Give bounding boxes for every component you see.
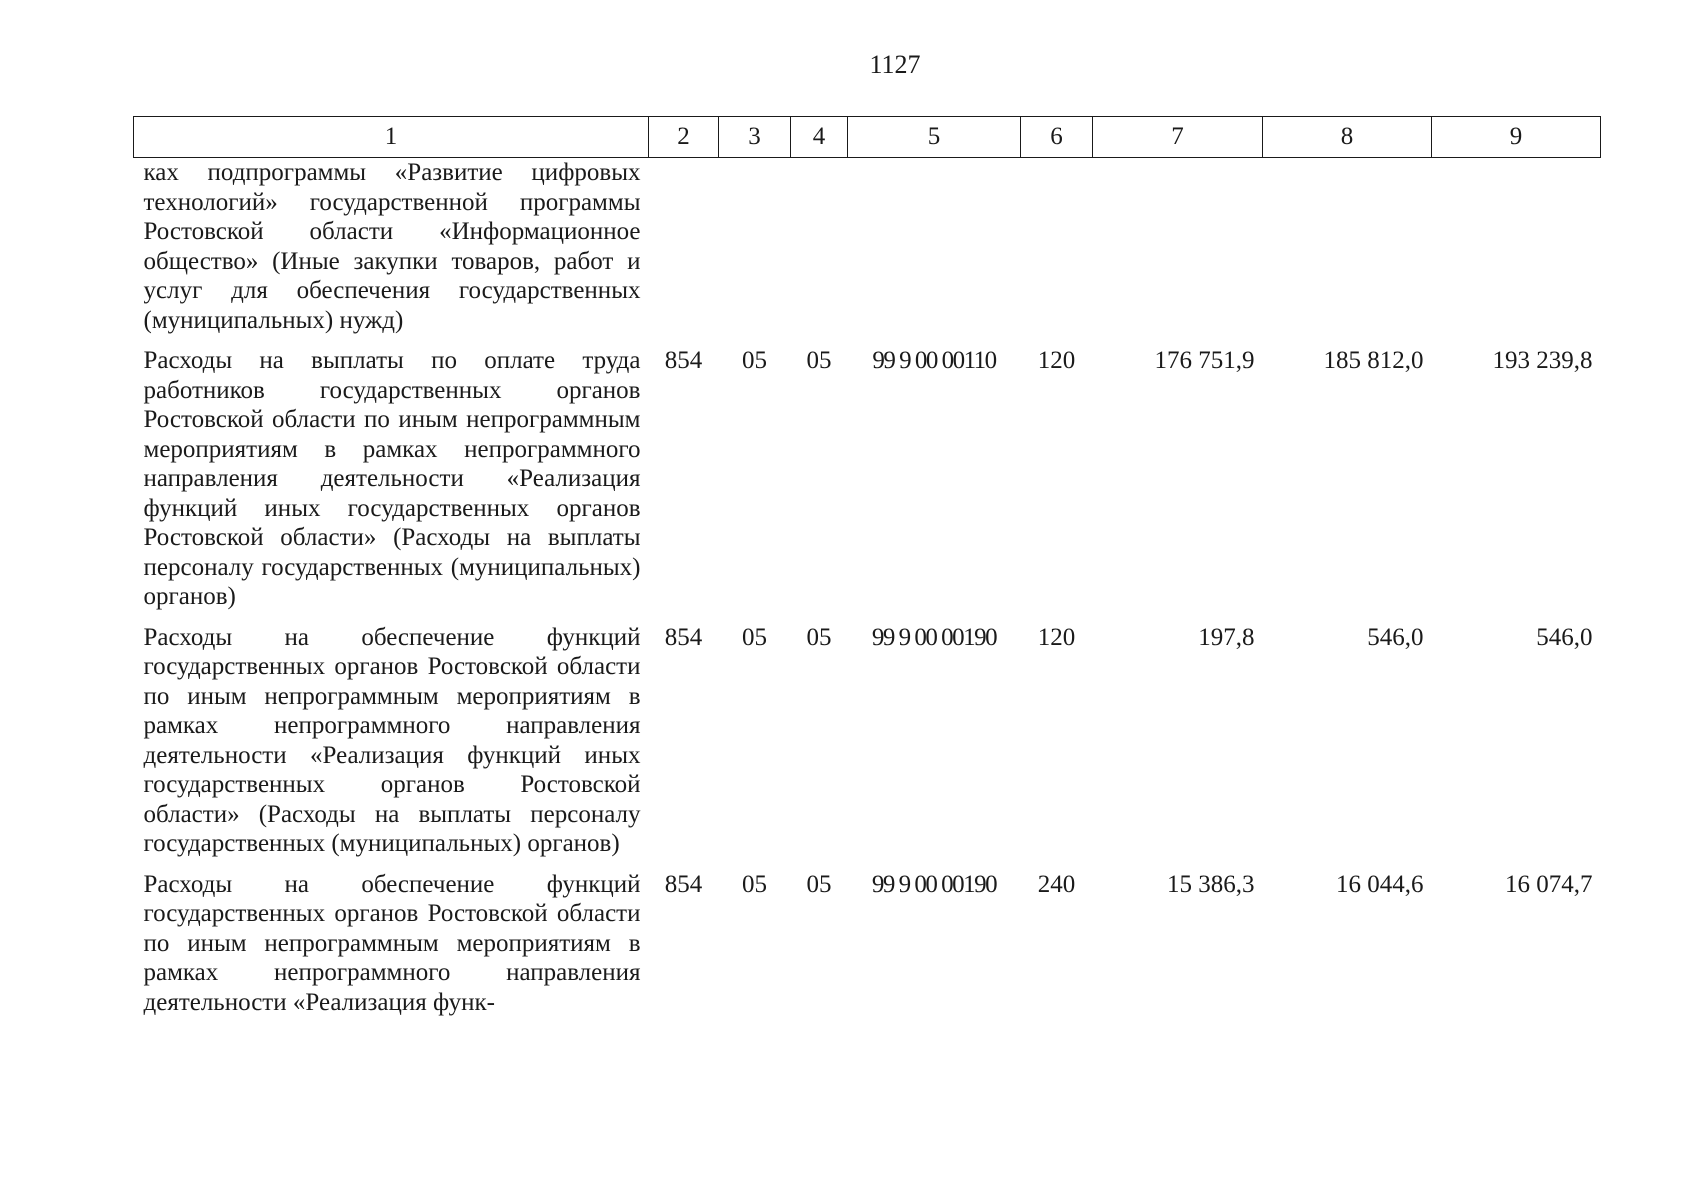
header-row	[134, 117, 1601, 158]
table-row	[134, 158, 1601, 347]
row-value-7: 197,8	[1198, 623, 1255, 651]
budget-table	[133, 116, 1601, 1028]
table-body	[134, 158, 1601, 1029]
row-value-9	[1432, 158, 1601, 347]
row-value-7: 15 386,3	[1167, 870, 1255, 898]
header-cell-5: 5	[848, 117, 1021, 158]
header-cell-2: 2	[649, 117, 719, 158]
row-section-code: 05	[742, 347, 767, 374]
row-value-9: 16 074,7	[1505, 870, 1593, 898]
row-value-8: 185 812,0	[1323, 347, 1424, 374]
row-subsection-code: 05	[806, 347, 832, 374]
row-description: ках подпрограммы «Развитие цифровых технологий» государственной программы Ростовской области «Информационное общество» (Иные закупки товаров, работ и услуг для обеспечения государственных (муниципальных) нужд)	[143, 159, 641, 334]
row-target-code: 99 9 00 00190	[871, 870, 997, 898]
row-section-code: 05	[742, 623, 767, 651]
header-cell-8: 8	[1263, 117, 1432, 158]
table-row	[134, 346, 1601, 623]
row-ministry-code: 854	[664, 870, 703, 898]
header-cell-4: 4	[791, 117, 848, 158]
row-expense-type: 240	[1037, 870, 1076, 898]
row-expense-type: 120	[1037, 347, 1076, 374]
row-value-8	[1263, 158, 1432, 347]
row-target-code	[848, 158, 1021, 347]
row-expense-type	[1021, 158, 1093, 347]
row-section-code	[719, 158, 791, 347]
row-ministry-code: 854	[664, 623, 703, 651]
header-cell-6: 6	[1021, 117, 1093, 158]
row-section-code: 05	[742, 870, 767, 898]
header-cell-1: 1	[134, 117, 649, 158]
row-value-7	[1093, 158, 1263, 347]
row-subsection-code: 05	[806, 623, 832, 651]
row-subsection-code: 05	[806, 870, 832, 898]
header-cell-3: 3	[719, 117, 791, 158]
row-value-9: 193 239,8	[1492, 347, 1593, 374]
row-subsection-code	[791, 158, 848, 347]
row-description: Расходы на выплаты по оплате труда работников государственных органов Ростовской области по иным непрограммным мероприятиям в рамках непрограммного направления деятельности «Реализация функций иных государственных органов Ростовской области» (Расходы на выплаты персоналу государственных (муниципальных) органов)	[143, 347, 641, 610]
header-cell-9: 9	[1432, 117, 1601, 158]
page-number: 1127	[869, 50, 921, 79]
row-value-9: 546,0	[1536, 623, 1593, 651]
table-row	[134, 623, 1601, 870]
row-ministry-code	[649, 158, 719, 347]
row-expense-type: 120	[1037, 623, 1076, 651]
header-cell-7: 7	[1093, 117, 1263, 158]
row-description: Расходы на обеспечение функций государственных органов Ростовской области по иным непрограммным мероприятиям в рамках непрограммного направления деятельности «Реализация функций иных государственных органов Ростовской области» (Расходы на выплаты персоналу государственных (муниципальных) органов)	[143, 623, 641, 857]
table-row	[134, 870, 1601, 1029]
row-ministry-code: 854	[664, 347, 703, 374]
row-target-code: 99 9 00 00190	[871, 623, 997, 651]
row-value-8: 546,0	[1367, 623, 1424, 651]
row-description: Расходы на обеспечение функций государственных органов Ростовской области по иным непрограммным мероприятиям в рамках непрограммного направления деятельности «Реализация функ-	[143, 870, 641, 1016]
table-header	[134, 117, 1601, 158]
row-value-8: 16 044,6	[1336, 870, 1424, 898]
row-target-code: 99 9 00 00110	[872, 347, 996, 374]
row-value-7: 176 751,9	[1154, 347, 1255, 374]
